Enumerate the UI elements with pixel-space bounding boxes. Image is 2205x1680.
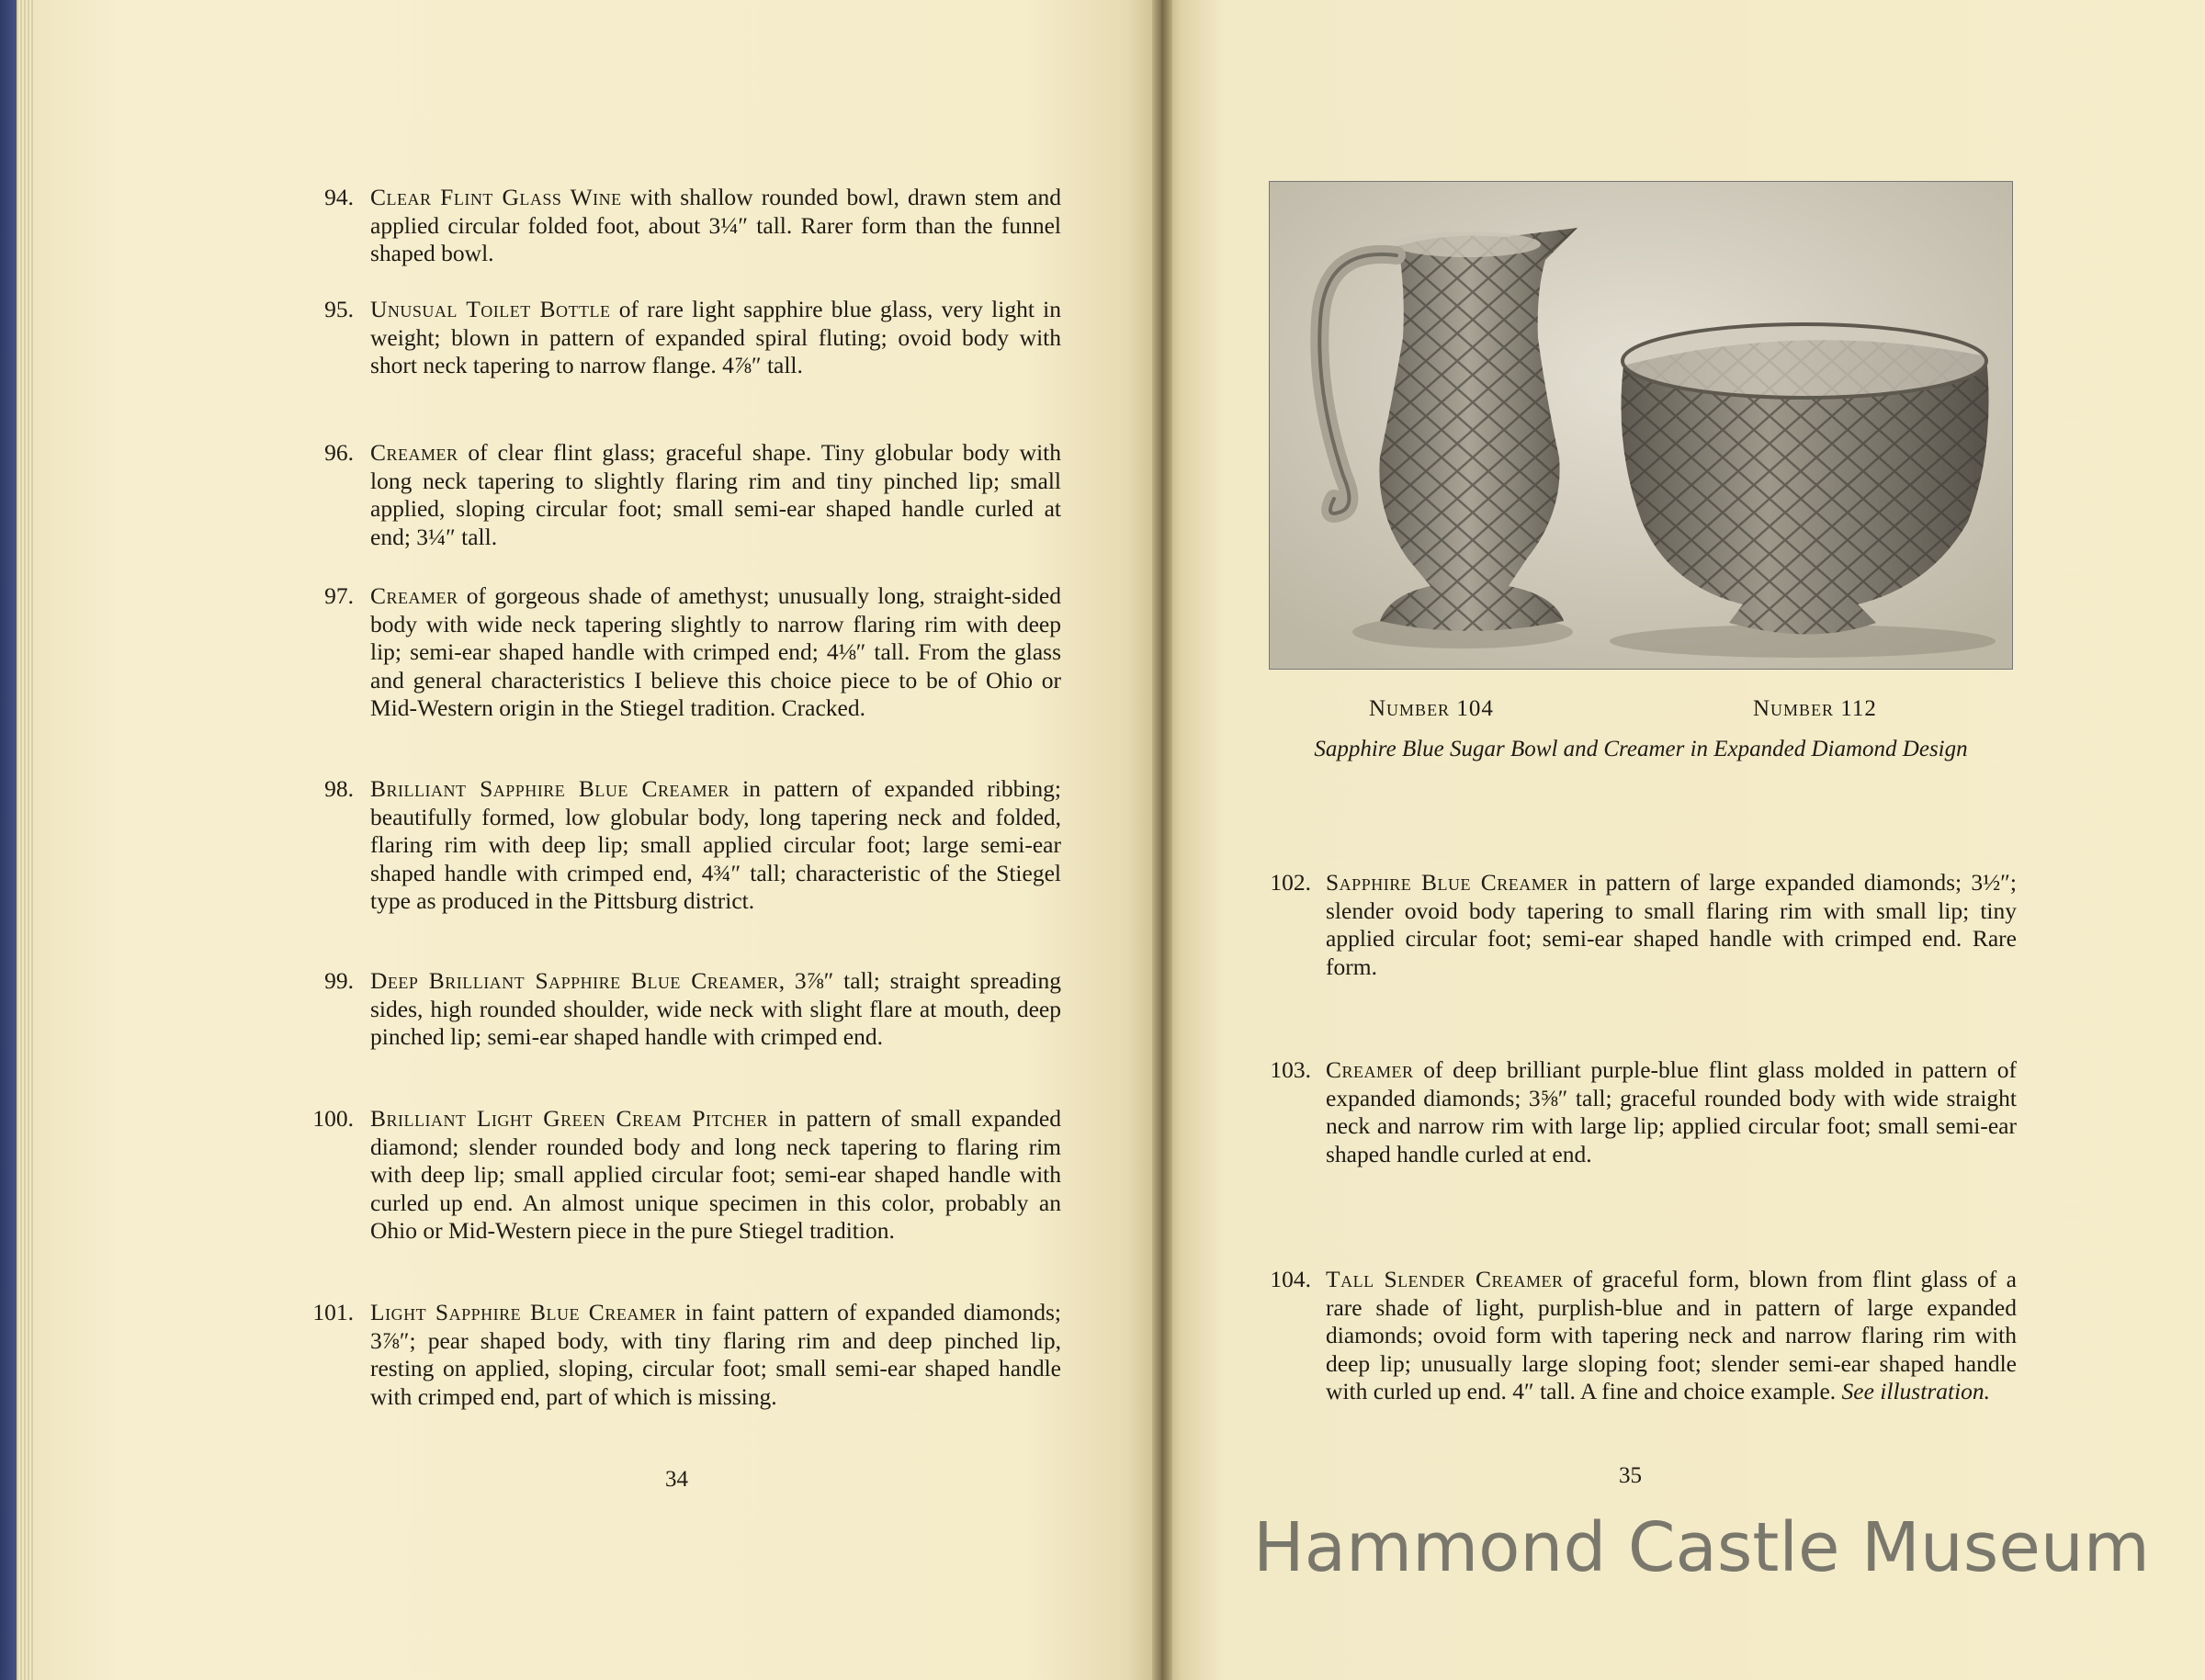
entry-number: 98. — [324, 775, 354, 802]
glassware-photograph — [1270, 182, 2012, 669]
entry-title: Light Sapphire Blue Creamer — [370, 1299, 677, 1325]
entry-number: 104. — [1270, 1266, 1311, 1292]
entry-title: Creamer — [1326, 1056, 1414, 1083]
entry-body: in pattern of small expanded diamond; slender rounded body and long neck tapering to flaring rim with deep lip; small applied circular foot; semi-ear shaped handle with curled up end. An almost unique specimen in this color, probably an Ohio or Mid-Western piece in the pure Stiegel tradition. — [370, 1105, 1061, 1244]
entry-body: of clear flint glass; graceful shape. Tiny globular body with long neck tapering to slightly flaring rim and tiny pinched lip; small applied, sloping circular foot; small semi-ear shaped handle curled at end; 3¼″ tall. — [370, 439, 1061, 550]
photo-illustration — [1270, 182, 2012, 669]
illustration-reference: See illustration. — [1841, 1378, 1991, 1404]
entry-title: Creamer — [370, 439, 458, 466]
entry-text — [370, 184, 1061, 268]
entry-number: 100. — [312, 1105, 354, 1132]
entry-number: 95. — [324, 296, 354, 322]
entry-text — [370, 1105, 1061, 1246]
entry-text — [1326, 1056, 2017, 1168]
entry-body: in pattern of large expanded diamonds; 3½″; slender ovoid body tapering to small flaring rim with small lip; tiny applied circular foot; semi-ear shaped handle with crimped end. Rare form. — [1326, 869, 2017, 980]
entry-body: , 3⅞″ tall; straight spreading sides, high rounded shoulder, wide neck with slight flare at mouth, deep pinched lip; semi-ear shaped handle with crimped end. — [370, 967, 1061, 1050]
page-number: 34 — [665, 1467, 688, 1492]
entry-number: 97. — [324, 582, 354, 609]
entry-title: Creamer — [370, 582, 458, 609]
entry-text — [370, 967, 1061, 1052]
left-page — [33, 0, 1161, 1680]
entry-number: 102. — [1270, 869, 1311, 896]
entry-body: in pattern of expanded ribbing; beautifully formed, low globular body, long tapering neck and folded, flaring rim with deep lip; small applied circular foot; large semi-ear shaped handle with crimped end, 4¾″ tall; characteristic of the Stiegel type as produced in the Pittsburg district. — [370, 775, 1061, 914]
entry-title: Deep Brilliant Sapphire Blue Creamer — [370, 967, 779, 994]
entry-body: of rare light sapphire blue glass, very light in weight; blown in pattern of expanded spiral fluting; ovoid body with short neck tapering to narrow flange. 4⅞″ tall. — [370, 296, 1061, 378]
entry-body: of gorgeous shade of amethyst; unusually long, straight-sided body with wide neck tapering slightly to narrow flaring rim with deep lip; semi-ear shaped handle with crimped end; 4⅛″ tall. From the glass and general characteristics I believe this choice piece to be of Ohio or Mid-Western origin in the Stiegel tradition. Cracked. — [370, 582, 1061, 721]
entry-number: 99. — [324, 967, 354, 994]
entry-body: with shallow rounded bowl, drawn stem and applied circular folded foot, about 3¼″ tall. Rarer form than the funnel shaped bowl. — [370, 184, 1061, 266]
entry-text — [1326, 869, 2017, 981]
entry-title: Brilliant Sapphire Blue Creamer — [370, 775, 730, 802]
entry-text — [370, 775, 1061, 916]
entry-number: 103. — [1270, 1056, 1311, 1083]
book-gutter — [1152, 0, 1172, 1680]
entry-body: in faint pattern of expanded diamonds; 3⅞″; pear shaped body, with tiny flaring rim and deep pinched lip, resting on applied, sloping, circular foot; small semi-ear shaped handle with crimped end, part of which is missing. — [370, 1299, 1061, 1410]
entry-title: Sapphire Blue Creamer — [1326, 869, 1569, 896]
entry-number: 94. — [324, 184, 354, 210]
entry-body: of deep brilliant purple-blue flint glass molded in pattern of expanded diamonds; 3⅝″ tall; graceful rounded body with wide straight neck and narrow rim with large lip; applied circular foot; small semi-ear shaped handle curled at end. — [1326, 1056, 2017, 1167]
entry-number: 101. — [312, 1299, 354, 1325]
entry-text — [370, 296, 1061, 380]
figure-label-right: Number 112 — [1753, 696, 1877, 721]
entry-title: Brilliant Light Green Cream Pitcher — [370, 1105, 768, 1132]
entry-text — [1326, 1266, 2017, 1406]
entry-body: of graceful form, blown from flint glass of a rare shade of light, purplish-blue and in pattern of large expanded diamonds; ovoid form with tapering neck and narrow flaring rim with deep lip; unusually large sloping foot; slender semi-ear shaped handle with curled up end. 4″ tall. A fine and choice example. — [1326, 1266, 2017, 1404]
watermark-text: Hammond Castle Museum — [1253, 1508, 2150, 1587]
entry-text — [370, 1299, 1061, 1411]
entry-text — [370, 439, 1061, 551]
entry-title: Clear Flint Glass Wine — [370, 184, 622, 210]
page-number: 35 — [1619, 1463, 1642, 1488]
entry-title: Unusual Toilet Bottle — [370, 296, 611, 322]
figure-caption: Sapphire Blue Sugar Bowl and Creamer in Expanded Diamond Design — [1314, 737, 1968, 761]
figure-label-left: Number 104 — [1369, 696, 1494, 721]
entry-title: Tall Slender Creamer — [1326, 1266, 1564, 1292]
page-edges — [17, 0, 35, 1680]
entry-text — [370, 582, 1061, 723]
entry-number: 96. — [324, 439, 354, 466]
book-cover-edge — [0, 0, 18, 1680]
